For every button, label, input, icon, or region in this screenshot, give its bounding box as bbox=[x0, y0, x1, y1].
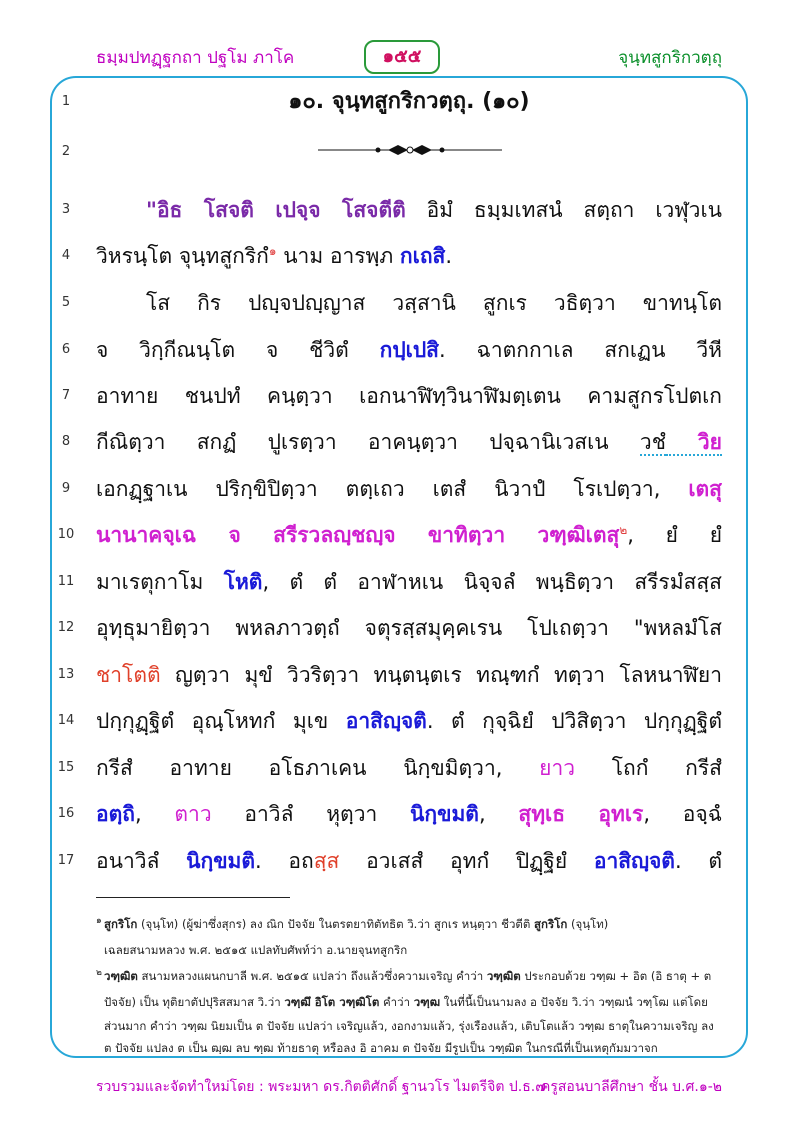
body-line-8 bbox=[96, 422, 722, 462]
text-span: ญตฺวา มุขํ วิวริตฺวา ทนฺตนฺตเร ทณฺฑกํ ทตฺวา โลหนาฬิยา bbox=[160, 663, 722, 687]
emphasized-word: เตสุ bbox=[688, 477, 722, 501]
line-number: 17 bbox=[57, 853, 75, 868]
line-number: 3 bbox=[61, 202, 71, 217]
emphasized-verb: นิกฺขมติ bbox=[410, 802, 479, 826]
text-span: . ฉาตกกาเล สกเฏน วีหี bbox=[439, 338, 722, 362]
line-number: 11 bbox=[57, 574, 75, 589]
text-span: , ยํ ยํ bbox=[627, 523, 722, 547]
text-span: วิหรนฺโต จุนฺทสูกริกํ bbox=[96, 244, 269, 268]
footnote-text: คำว่า bbox=[379, 995, 414, 1009]
dhammapada-verse-quote: "อิธ โสจติ เปจฺจ โสจตีติ bbox=[146, 198, 406, 222]
text-span: , ตํ ตํ อาฬาหเน นิจฺจลํ พนฺธิตฺวา สรีรมํสสฺส bbox=[262, 570, 722, 594]
text-span: กรีสํ อาทาย อโธภาเคน นิกฺขมิตฺวา, bbox=[96, 756, 540, 780]
line-number: 16 bbox=[57, 806, 75, 821]
text-span: จ วิกฺกีณนฺโต จ ชีวิตํ bbox=[96, 338, 380, 362]
footnote-1-cont: เฉลยสนามหลวง พ.ศ. ๒๕๑๕ แปลทับศัพท์ว่า อ.นายจุนทสูกริก bbox=[104, 943, 408, 957]
text-span: , อจฺฉํ bbox=[643, 802, 722, 826]
footnote-text: สนามหลวงแผนกบาลี พ.ศ. ๒๕๑๕ แปลว่า ถึงแล้วซึ่งความเจริญ คำว่า bbox=[137, 969, 487, 983]
line-number: 12 bbox=[57, 620, 75, 635]
text-span: , bbox=[478, 802, 519, 826]
text-span: อิมํ ธมฺมเทสนํ สตฺถา เวฬุวเน bbox=[405, 198, 722, 222]
body-line-4 bbox=[96, 236, 722, 276]
body-line-3 bbox=[146, 190, 722, 230]
body-line-11 bbox=[96, 562, 722, 602]
footnote-text: ปัจจัย) เป็น ทุติยาตัปปุริสสมาส วิ.ว่า bbox=[104, 995, 285, 1009]
body-line-7: อาทาย ชนปทํ คนฺตฺวา เอกนาฬิทฺวินาฬิมตฺเตน คามสูกรโปตเก bbox=[96, 384, 722, 408]
body-line-12: อุทฺธุมายิตฺวา พหลภาวตฺถํ จตุรสฺสมุคฺคเรน โปเถตฺวา "พหลมํโส bbox=[96, 616, 722, 640]
footnote-term: วฑฺฒ bbox=[413, 995, 441, 1009]
footnote-term: วฑฺฒิต bbox=[486, 969, 521, 983]
line-number: 2 bbox=[61, 144, 71, 159]
text-span: อาวิลํ หุตฺวา bbox=[211, 802, 411, 826]
ornament-divider bbox=[318, 140, 502, 160]
footnote-term: วฑฺฒิต bbox=[104, 969, 138, 983]
header-book-title: ธมฺมปทฏฺฐกถา ปฐโม ภาโค bbox=[96, 48, 295, 68]
line-number: 5 bbox=[61, 295, 71, 310]
underlined-word: วชํ bbox=[639, 430, 666, 454]
page-number-badge: ๑๕๕ bbox=[364, 40, 440, 74]
body-line-10 bbox=[96, 515, 722, 555]
text-span: นาม อารพฺภ bbox=[276, 244, 400, 268]
text-span: มาเรตุกาโม bbox=[96, 570, 224, 594]
emphasized-suffix: สฺส bbox=[313, 849, 340, 873]
line-number: 7 bbox=[61, 388, 71, 403]
footnote-text: (จุนฺโท) bbox=[567, 917, 609, 931]
footnote-term: สูกริโก bbox=[534, 917, 568, 931]
text-span: . ตํ กุจฺฉิยํ ปวิสิตฺวา ปกฺกุฏฺฐิตํ bbox=[426, 709, 723, 733]
emphasized-word: ยาว bbox=[539, 756, 576, 780]
body-line-14 bbox=[96, 701, 722, 741]
emphasized-phrase: สุทฺเธ อุทเร bbox=[518, 802, 644, 826]
footnote-1 bbox=[96, 914, 736, 935]
story-title: ๑๐. จุนฺทสูกริกวตฺถุ. (๑๐) bbox=[288, 89, 530, 114]
footnote-term: วฑฺฒึ อิโต วฑฺฒิโต bbox=[284, 995, 380, 1009]
emphasized-verb: กเถสิ bbox=[399, 244, 446, 268]
body-line-9 bbox=[96, 469, 722, 509]
text-span: อนาวิลํ bbox=[96, 849, 187, 873]
footnote-2 bbox=[96, 966, 736, 987]
emphasized-phrase: นานาคจฺเฉ จ สรีรวลญฺชญฺจ ขาทิตฺวา วฑฺฒิเตสุ bbox=[96, 523, 620, 547]
text-span: . bbox=[445, 244, 453, 268]
line-number: 14 bbox=[57, 713, 75, 728]
line-number: 9 bbox=[61, 481, 71, 496]
footer-course-level: ครูสอนบาลีศึกษา ชั้น บ.ศ.๑-๒ bbox=[540, 1079, 722, 1095]
line-number: 4 bbox=[61, 248, 71, 263]
line-number: 15 bbox=[57, 760, 75, 775]
footnote-text: (จุนฺโท) (ผู้ฆ่าซึ่งสุกร) ลง ณิก ปัจจัย ในตรตยาทิตัทธิต วิ.ว่า สูกเร หนฺตฺวา ชีวตีติ bbox=[137, 917, 534, 931]
body-line-6 bbox=[96, 330, 722, 370]
footnote-ref-2: ๒ bbox=[619, 523, 628, 537]
line-number: 1 bbox=[61, 94, 71, 109]
body-line-13 bbox=[96, 655, 722, 695]
body-line-17 bbox=[96, 841, 722, 881]
footnote-ref-1: ๑ bbox=[268, 244, 277, 258]
text-span: อวเสสํ อุทกํ ปิฏฺฐิยํ bbox=[339, 849, 594, 873]
body-line-5: โส กิร ปญฺจปญฺญาส วสฺสานิ สูกเร วธิตฺวา ขาทนฺโต bbox=[146, 291, 722, 315]
body-line-15 bbox=[96, 748, 722, 788]
emphasized-verb: กปฺเปสิ bbox=[379, 338, 439, 362]
text-span: โถกํ กรีสํ bbox=[575, 756, 722, 780]
footnote-marker: ๒ bbox=[96, 968, 102, 978]
emphasized-verb: อาสิญฺจติ bbox=[345, 709, 427, 733]
footer-compiler-credit: รวบรวมและจัดทำใหม่โดย : พระมหา ดร.กิตติศักดิ์ ฐานวโร ไมตรีจิต ป.ธ.๗ bbox=[96, 1079, 546, 1095]
text-span: , bbox=[134, 802, 175, 826]
footnote-text: ประกอบด้วย วฑฺฒ + อิต (อิ ธาตุ + ต bbox=[520, 969, 712, 983]
header-story-title: จุนฺทสูกริกวตฺถุ bbox=[618, 48, 722, 68]
text-span: เอกฏฺฐาเน ปริกฺขิปิตฺวา ตตฺเถว เตสํ นิวาปํ โรเปตฺวา, bbox=[96, 477, 689, 501]
footnote-2-cont bbox=[96, 992, 736, 1013]
text-span: . ตํ bbox=[674, 849, 722, 873]
footnote-2-cont: ส่วนมาก คำว่า วฑฺฒ นิยมเป็น ต ปัจจัย แปลว่า เจริญแล้ว, งอกงามแล้ว, รุ่งเรืองแล้ว, เติบโตแล้ว วฑฺฒ ธาตุในความเจริญ ลง bbox=[104, 1019, 714, 1033]
emphasized-verb: นิกฺขมติ bbox=[186, 849, 256, 873]
footnote-marker: ๑ bbox=[96, 916, 102, 926]
body-line-16 bbox=[96, 794, 722, 834]
emphasized-word: ชาโตติ bbox=[96, 663, 161, 687]
emphasized-verb: โหติ bbox=[223, 570, 263, 594]
footnote-divider bbox=[96, 897, 290, 898]
text-span: . อถ bbox=[255, 849, 314, 873]
emphasized-word: ตาว bbox=[174, 802, 212, 826]
line-number: 8 bbox=[61, 434, 71, 449]
emphasized-verb: อาสิญฺจติ bbox=[593, 849, 675, 873]
line-number: 6 bbox=[61, 342, 71, 357]
footnote-2-cont: ต ปัจจัย แปลง ต เป็น ฒฺฒ ลบ ฑฺฒ ท้ายธาตุ หรือลง อิ อาคม ต ปัจจัย มีรูปเป็น วฑฺฒิต ในกรณีที่เป็นเหตุกัมมวาจก bbox=[104, 1041, 658, 1055]
footnote-text: ในที่นี้เป็นนามลง อ ปัจจัย วิ.ว่า วฑฺฒนํ วฑฺโฒ แต่โดย bbox=[440, 995, 708, 1009]
text-span: ปกฺกุฏฺฐิตํ อุณฺโหทกํ มุเข bbox=[96, 709, 346, 733]
text-span: กีณิตฺวา สกฏํ ปูเรตฺวา อาคนฺตฺวา ปจฺฉานิเวสเน bbox=[96, 430, 640, 454]
emphasized-particle: วิย bbox=[665, 430, 722, 454]
footnote-term: สูกริโก bbox=[104, 917, 138, 931]
line-number: 10 bbox=[57, 527, 75, 542]
emphasized-verb: อตฺถิ bbox=[96, 802, 135, 826]
line-number: 13 bbox=[57, 667, 75, 682]
